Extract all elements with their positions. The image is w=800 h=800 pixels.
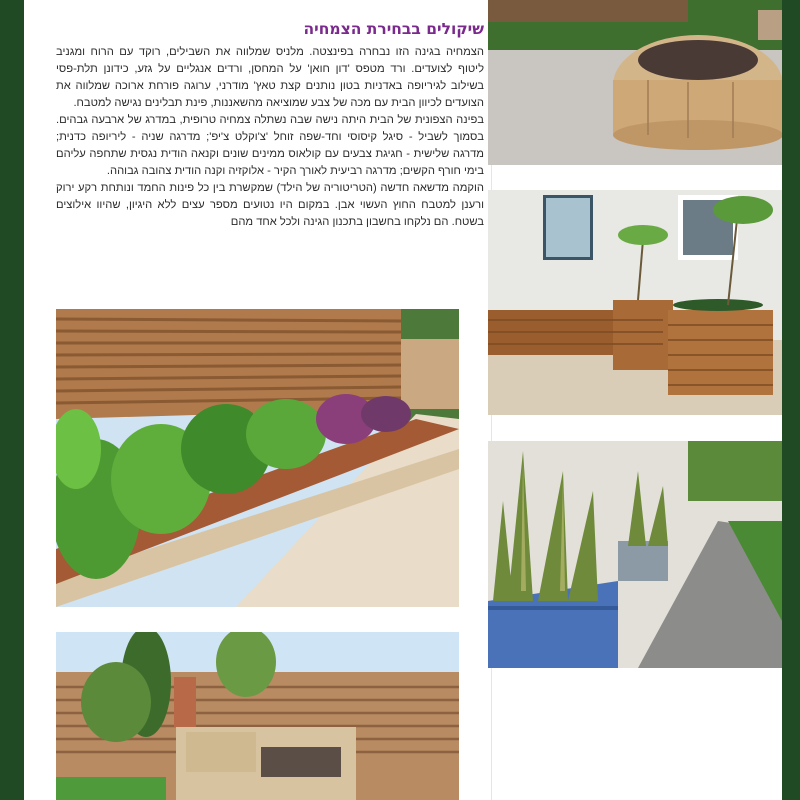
article-body <box>56 44 484 231</box>
article-paragraph-2: בפינה הצפונית של הבית היתה נישה שבה נשתלה צמחיה טרופית, במדרג של ארבעה גבהים. בסמוך לשביל - סיגל קיסוסי וחד-שפה זוחל 'צ'וקלט צ'יפ'; מדרגה שניה - ליריופה כדנית; מדרגה שלישית - חגיגת צבעים עם קולאוס ממינים שונים וקנאה הודית נגסית שתחפה עליהם בימי חורף הקשים; מדרגה רביעית לאורך הקיר - אלוקזיה וקנה הודית צהובה גבוהה. <box>56 114 484 177</box>
photo-outdoor-kitchen <box>56 632 459 800</box>
magazine-page <box>24 0 782 800</box>
photo-fire-pit <box>488 0 782 165</box>
photo-herb-bed-fence <box>56 309 459 607</box>
article-paragraph-1: הצמחיה בגינה הזו נבחרה בפינצטה. מלניס שמלווה את השבילים, רוקד עם הרוח ומגניב ליטוף לצועדים. ורד מטפס 'דון חואן' על המחסן, ורדים אנגליים על גזע, כידונן תלת-פסי בשילוב לגיריופה באדניות בטון נותנים קצת טאץ' מודרני, ערוגה פורחת ארוכה שמלווה את הצועדים לכיוון הבית עם מכה של צבע שמוציאה מהשאננות, פינת תבלינים נגישה למטבח. <box>56 46 484 109</box>
article-heading: שיקולים בבחירת הצמחיה <box>303 20 484 38</box>
photo-snake-plants <box>488 441 782 668</box>
photo-wooden-planters <box>488 190 782 415</box>
article-paragraph-3: הוקמה מדשאה חדשה (הטריטוריה של הילד) שמקשרת בין כל פינות החמד ונותחת רקע ירוק ורענן למטבח החוץ העשוי אבן. במקום היו נטועים מספר עצים ללא היגיון, שהיוו אילוצים בשטח. הם נלקחו בחשבון בתכנון הגינה ולכל אחד מהם <box>56 182 484 228</box>
